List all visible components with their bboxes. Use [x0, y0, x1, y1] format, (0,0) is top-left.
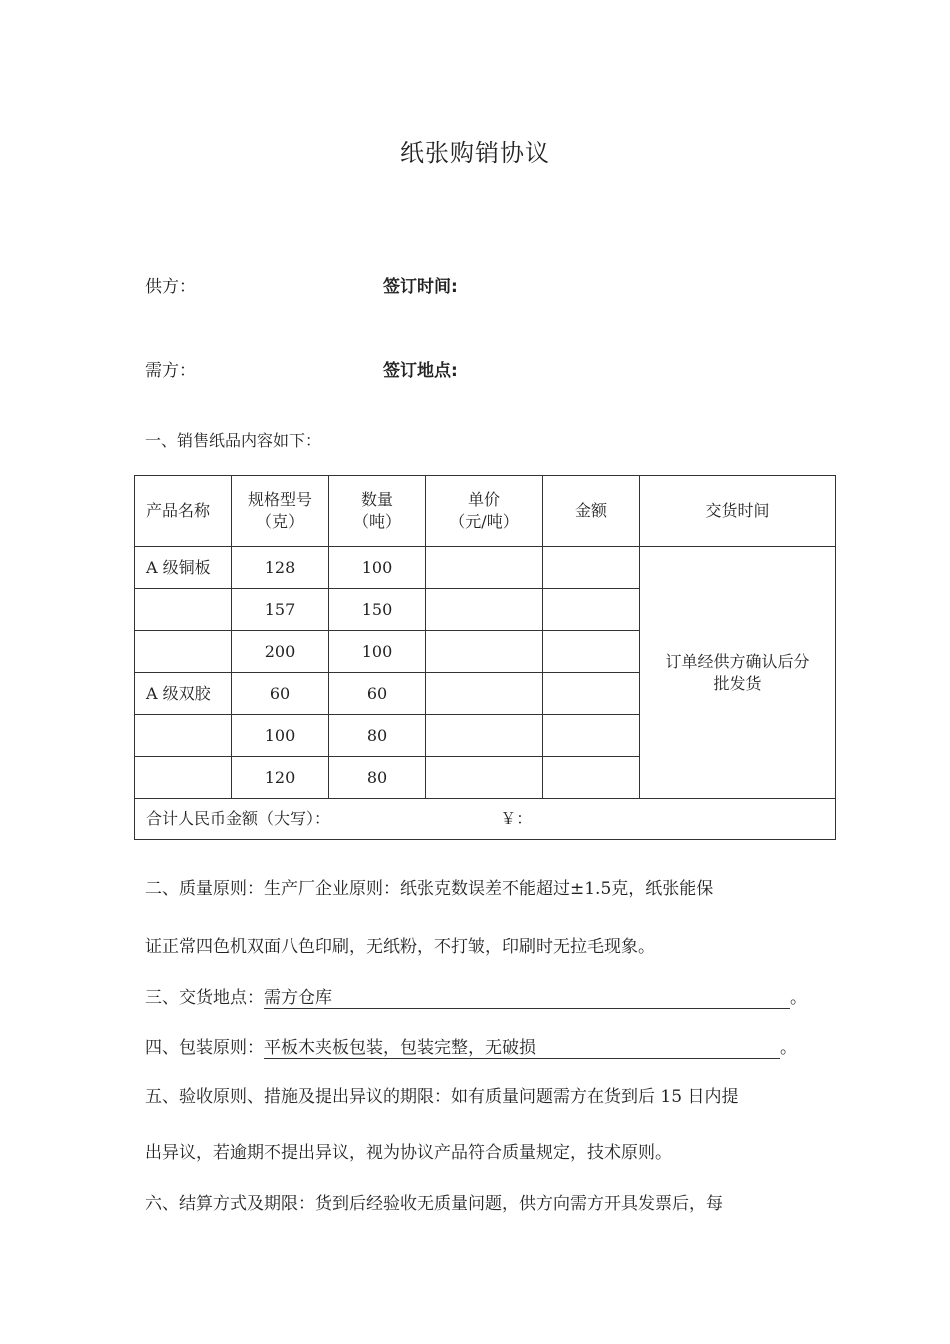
cell-spec: 157 — [232, 589, 329, 631]
clause-2-line-2: 证正常四色机双面八色印刷，无纸粉，不打皱，印刷时无拉毛现象。 — [145, 937, 655, 957]
supplier-label: 供方： — [145, 277, 196, 297]
packaging-value: 平板木夹板包装，包装完整，无破损 — [264, 1033, 780, 1059]
table-header-row — [135, 476, 836, 547]
cell-amount — [543, 589, 640, 631]
cell-price — [426, 673, 543, 715]
cell-amount — [543, 547, 640, 589]
cell-product — [135, 715, 232, 757]
clause-3-label: 三、交货地点： — [145, 988, 264, 1008]
table-total-row — [135, 799, 836, 840]
cell-price — [426, 631, 543, 673]
clause-6-line-1: 六、结算方式及期限：货到后经验收无质量问题，供方向需方开具发票后，每 — [145, 1194, 723, 1214]
cell-price — [426, 547, 543, 589]
clause-3-end: 。 — [790, 988, 807, 1008]
sign-time-label: 签订时间: — [383, 277, 458, 297]
total-cell — [135, 799, 836, 840]
section-1-heading: 一、销售纸品内容如下： — [145, 431, 322, 450]
header-delivery: 交货时间 — [640, 476, 836, 547]
cell-spec: 60 — [232, 673, 329, 715]
cell-product — [135, 589, 232, 631]
cell-spec: 200 — [232, 631, 329, 673]
cell-delivery: 订单经供方确认后分 批发货 — [640, 547, 836, 799]
cell-qty: 80 — [329, 757, 426, 799]
cell-spec: 128 — [232, 547, 329, 589]
delivery-place-value: 需方仓库 — [264, 983, 790, 1009]
total-label: 合计人民币金额（大写）： — [146, 809, 331, 828]
total-yuan: ￥： — [500, 809, 533, 828]
clause-4-label: 四、包装原则： — [145, 1038, 264, 1058]
cell-price — [426, 715, 543, 757]
cell-qty: 100 — [329, 547, 426, 589]
clause-4-end: 。 — [780, 1038, 797, 1058]
table-row — [135, 547, 836, 589]
header-qty: 数量 （吨） — [329, 476, 426, 547]
cell-price — [426, 589, 543, 631]
cell-qty: 80 — [329, 715, 426, 757]
clause-2-line-1: 二、质量原则：生产厂企业原则：纸张克数误差不能超过±1.5克，纸张能保 — [145, 879, 714, 899]
cell-spec: 100 — [232, 715, 329, 757]
cell-qty: 60 — [329, 673, 426, 715]
clause-3 — [145, 983, 807, 1009]
clause-5-line-2: 出异议，若逾期不提出异议，视为协议产品符合质量规定，技术原则。 — [145, 1143, 672, 1163]
cell-product — [135, 631, 232, 673]
cell-product — [135, 757, 232, 799]
cell-amount — [543, 673, 640, 715]
clause-5-line-1: 五、验收原则、措施及提出异议的期限：如有质量问题需方在货到后 15 日内提 — [145, 1087, 739, 1107]
cell-spec: 120 — [232, 757, 329, 799]
cell-price — [426, 757, 543, 799]
cell-qty: 150 — [329, 589, 426, 631]
header-spec: 规格型号 （克） — [232, 476, 329, 547]
document-title: 纸张购销协议 — [400, 139, 550, 167]
cell-qty: 100 — [329, 631, 426, 673]
clause-4 — [145, 1033, 797, 1059]
cell-amount — [543, 757, 640, 799]
header-amount: 金额 — [543, 476, 640, 547]
cell-product: A 级铜板 — [135, 547, 232, 589]
header-price: 单价 （元/吨） — [426, 476, 543, 547]
buyer-label: 需方： — [145, 361, 196, 381]
sign-place-label: 签订地点: — [383, 361, 458, 381]
goods-table — [134, 475, 836, 840]
cell-amount — [543, 631, 640, 673]
header-product: 产品名称 — [135, 476, 232, 547]
cell-amount — [543, 715, 640, 757]
cell-product: A 级双胶 — [135, 673, 232, 715]
